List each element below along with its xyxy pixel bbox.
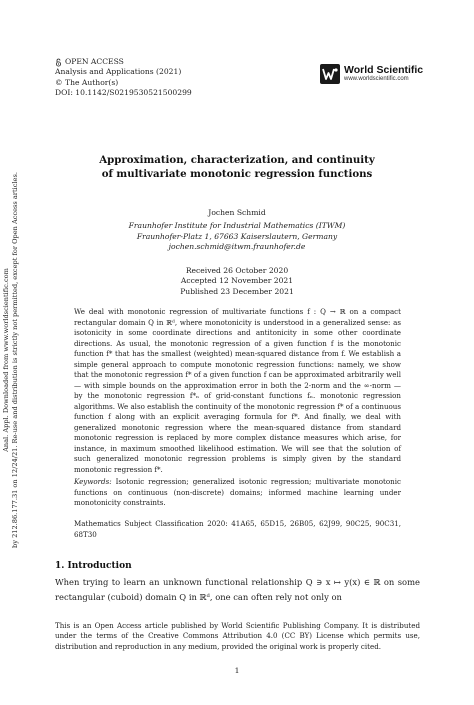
publication-dates [70,266,404,297]
journal-name: Analysis and Applications (2021) [55,67,182,77]
doi-link[interactable]: DOI: 10.1142/S0219530521500299 [55,88,192,98]
keywords-label: Keywords: [74,477,112,486]
author-name: Jochen Schmid [208,208,266,217]
download-sidebar [2,160,30,560]
affiliation-line-2: Fraunhofer-Platz 1, 67663 Kaiserslautern, Germany [136,231,338,241]
open-access-lock-icon [55,58,62,67]
paper-title [70,154,404,181]
world-scientific-logo-icon [320,64,340,84]
abstract [74,307,401,475]
copyright-notice: © The Author(s) [55,77,119,87]
publisher-logo [320,62,440,86]
affiliation-line-1: Fraunhofer Institute for Industrial Mathematics (ITWM) [128,221,346,231]
title-line-1: Approximation, characterization, and continuity [99,154,375,166]
received-date: Received 26 October 2020 [185,266,289,275]
page-number: 1 [234,666,240,675]
section-heading: 1. Introduction [55,561,132,571]
accepted-date: Accepted 12 November 2021 [180,276,294,286]
keywords-text: Isotonic regression; generalized isotonic regression; multivariate monotonic functions on continuous (non-discrete) domains; informed machine learning under monotonicity constraints. [74,477,401,507]
sidebar-line-2: by 212.86.177.31 on 12/24/21. Re-use and distribution is strictly not permitted, except for Open Access articles. [11,172,19,548]
abstract-text: We deal with monotonic regression of multivariate functions f : Q → ℝ on a compact rectangular domain Q in ℝᵈ, where monotonicity is understood in a generalized sense: as isotonicity in some coordinate directions and antitonicity in some other coordinate directions. As usual, the monotonic regression of a given function f is the monotonic function f* that has the smallest (weighted) mean-squared distance from f. We establish a simple general approach to compute monotonic regression functions: namely, we show that the monotonic regression f* of a given function f can be approximated arbitrarily well — with simple bounds on the approximation error in both the 2-norm and the ∞-norm — by the monotonic regression f*ₙ of grid-constant functions fₙ. monotonic regression algorithms. We also establish the continuity of the monotonic regression f* of a continuous function f along with an explicit averaging formula for f*. And finally, we deal with generalized monotonic regression where the mean-squared distance from standard monotonic regression is replaced by more complex distance measures which arise, for instance, in maximum smoothed likelihood estimation. We will see that the solution of such generalized monotonic regression problems is simply given by the standard monotonic regression f*. [74,307,401,474]
open-access-row [55,57,265,67]
publisher-name: World Scientific [344,64,424,76]
publisher-url[interactable]: www.worldscientific.com [344,76,409,82]
keywords [74,477,401,509]
title-line-2: of multivariate monotonic regression functions [101,167,373,180]
open-access-footnote: This is an Open Access article published by World Scientific Publishing Company. It is distributed under the terms of the Creative Commons Attribution 4.0 (CC BY) License which permits use, distribution and reproduction in any medium, provided the original work is properly cited. [55,621,420,651]
author-block [70,208,404,253]
published-date: Published 23 December 2021 [180,286,294,296]
msc-classification: Mathematics Subject Classification 2020: 41A65, 65D15, 26B05, 62J99, 90C25, 90C31, 68T30 [74,519,401,539]
author-email[interactable]: jochen.schmid@itwm.fraunhofer.de [168,242,306,252]
sidebar-line-1: Anal. Appl. Downloaded from www.worldscientific.com [2,268,10,452]
introduction-text: When trying to learn an unknown functional relationship Q ∋ x ↦ y(x) ∈ ℝ on some rectangular (cuboid) domain Q in ℝᵈ, one can often rely not only on [55,577,420,602]
open-access-label: OPEN ACCESS [65,57,124,66]
article-metadata [55,57,265,99]
